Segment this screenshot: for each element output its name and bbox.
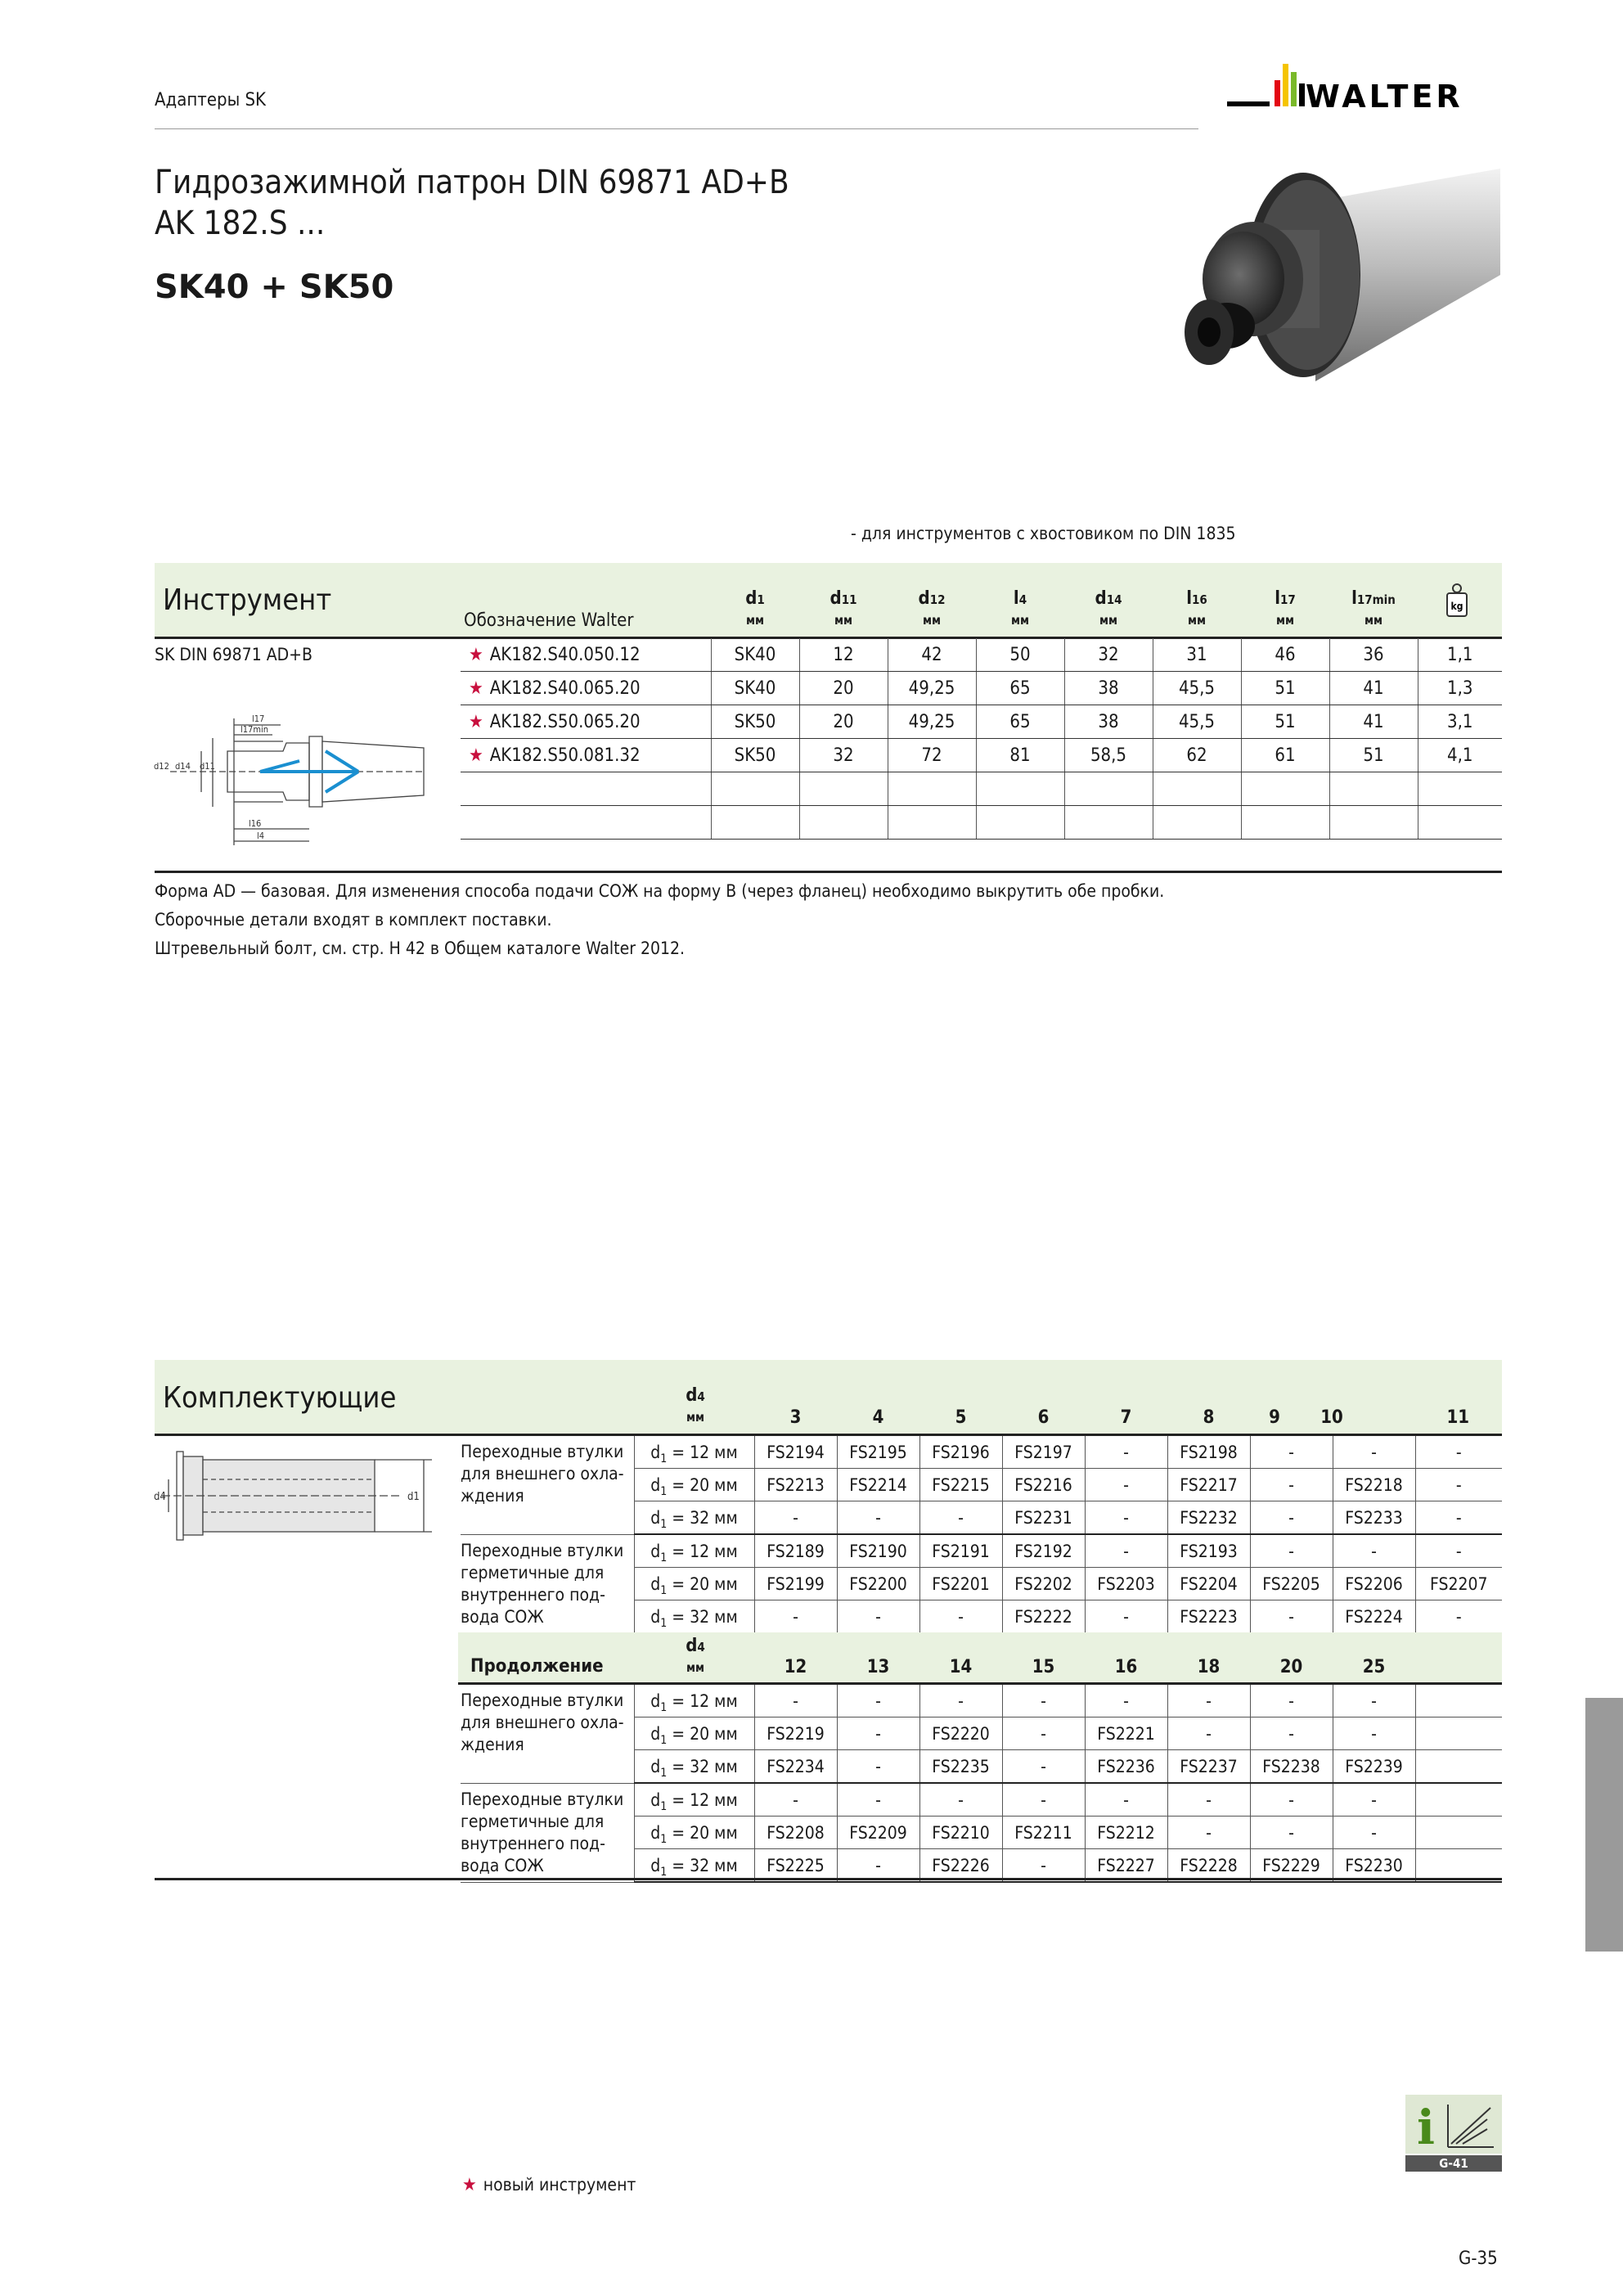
tool-table — [461, 638, 1502, 840]
table-row[interactable]: $d_1 = 32$ мм FS2234 - FS2235 - FS2236 FS2237 FS2238 FS2239 — [461, 1750, 1502, 1784]
weight-icon — [1445, 583, 1469, 619]
new-tool-star-icon: ★ — [462, 2175, 477, 2195]
tool-dimension-diagram — [154, 686, 434, 849]
section-label: Адаптеры SK — [155, 90, 267, 110]
svg-text:d4: d4 — [154, 1491, 166, 1503]
continuation-label: Продолжение — [470, 1656, 604, 1677]
group-label: Переходные втулки герметичные для внутреннего под-вода СОЖ — [461, 1534, 634, 1633]
col-d14: d14 мм — [1095, 588, 1122, 628]
new-tool-legend: ★ новый инструмент — [462, 2175, 636, 2195]
page-title — [155, 162, 789, 244]
size-header-row-2: 12 13 14 15 16 18 20 25 — [784, 1657, 1386, 1677]
tool-heading: Инструмент — [163, 583, 332, 617]
svg-text:d11: d11 — [200, 761, 215, 772]
size-header-row-1: 3 4 5 6 7 8 9 10 11 — [789, 1407, 1469, 1428]
info-reference-icon[interactable] — [1405, 2095, 1502, 2172]
col-l17min: l17min мм — [1351, 588, 1396, 628]
svg-text:l17min: l17min — [241, 724, 269, 735]
new-tool-star-icon: ★ — [469, 711, 483, 732]
svg-text:d14: d14 — [175, 761, 191, 772]
product-photo — [1176, 152, 1504, 414]
group-label: Переходные втулки для внешнего охла-ждения — [461, 1436, 634, 1534]
walter-designation-label: Обозначение Walter — [464, 610, 634, 631]
page-number: G-35 — [1459, 2249, 1498, 2269]
table-row[interactable]: $d_1 = 20$ мм FS2219 - FS2220 - FS2221 - - - — [461, 1717, 1502, 1750]
note-line: Форма AD — базовая. Для изменения способа подачи СОЖ на форму B (через фланец) необходимо выкрутить обе пробки. — [155, 881, 1165, 901]
title-line1: Гидрозажимной патрон DIN 69871 AD+B — [155, 164, 789, 201]
shank-note: - для инструментов с хвостовиком по DIN 1835 — [851, 524, 1236, 543]
table-row-empty — [461, 806, 1502, 840]
title-line2: AK 182.S ... — [155, 205, 326, 242]
tool-notes — [155, 877, 1164, 963]
table-row[interactable]: ★ AK182.S50.081.32 SK50 32 72 81 58,5 62 61 51 4,1 — [461, 739, 1502, 772]
tool-standard: SK DIN 69871 AD+B — [155, 645, 312, 664]
d4-header-2: d4 мм — [686, 1636, 705, 1675]
table-row-empty — [461, 772, 1502, 806]
note-line: Штревельный болт, см. стр. H 42 в Общем каталоге Walter 2012. — [155, 939, 686, 958]
table-row[interactable]: ★ AK182.S50.065.20 SK50 20 49,25 65 38 45,5 51 41 3,1 — [461, 705, 1502, 739]
col-l17: l17 мм — [1275, 588, 1296, 628]
svg-text:kg: kg — [1450, 601, 1463, 612]
table-row[interactable]: $d_1 = 32$ мм FS2225 - FS2226 - FS2227 FS2228 FS2229 FS2230 — [461, 1849, 1502, 1883]
new-tool-star-icon: ★ — [469, 678, 483, 699]
group-label: Переходные втулки герметичные для внутреннего под-вода СОЖ — [461, 1783, 634, 1882]
svg-text:l16: l16 — [249, 818, 262, 829]
svg-text:d12: d12 — [154, 761, 169, 772]
tool-table-bottom-rule — [155, 871, 1502, 873]
walter-logo-text: WALTER — [1306, 79, 1463, 115]
table-row[interactable]: Переходные втулки герметичные для внутреннего под-вода СОЖ $d_1 = 12$ мм - - - - - - - - — [461, 1783, 1502, 1817]
table-row[interactable]: $d_1 = 32$ мм - - - FS2231 - FS2232 - FS2233 - — [461, 1501, 1502, 1535]
new-tool-star-icon: ★ — [469, 745, 483, 766]
table-row[interactable]: Переходные втулки для внешнего охла-ждения $d_1 = 12$ мм - - - - - - - - — [461, 1685, 1502, 1717]
reference-page: G-41 — [1439, 2156, 1468, 2171]
new-tool-star-icon: ★ — [469, 644, 483, 665]
col-l16: l16 мм — [1186, 588, 1207, 628]
accessories-table-2 — [461, 1685, 1502, 1883]
table-row[interactable]: $d_1 = 20$ мм FS2208 FS2209 FS2210 FS2211 FS2212 - - - — [461, 1817, 1502, 1849]
table-row[interactable]: Переходные втулки герметичные для внутреннего под-вода СОЖ $d_1 = 12$ мм FS2189 FS2190 FS2191 FS2192 - FS2193 - - - — [461, 1534, 1502, 1568]
header-divider — [155, 128, 1198, 129]
col-d12: d12 мм — [918, 588, 946, 628]
d4-header: d4 мм — [686, 1385, 705, 1425]
svg-text:d1: d1 — [407, 1491, 420, 1503]
accessories-bottom-rule — [155, 1878, 1502, 1880]
svg-text:l4: l4 — [257, 831, 265, 841]
svg-text:l17: l17 — [252, 714, 265, 724]
col-d1: d1 мм — [745, 588, 765, 628]
accessories-table-1 — [461, 1436, 1502, 1633]
svg-text:i: i — [1417, 2100, 1436, 2155]
col-l4: l4 мм — [1010, 588, 1030, 628]
table-row[interactable]: $d_1 = 32$ мм - - - FS2222 - FS2223 - FS2224 - — [461, 1600, 1502, 1633]
sleeve-dimension-diagram — [154, 1447, 440, 1545]
table-row[interactable]: Переходные втулки для внешнего охла-ждения $d_1 = 12$ мм FS2194 FS2195 FS2196 FS2197 - FS2198 - - - — [461, 1436, 1502, 1469]
chapter-side-tab[interactable] — [1585, 1698, 1623, 1952]
table-row[interactable]: $d_1 = 20$ мм FS2213 FS2214 FS2215 FS2216 - FS2217 - FS2218 - — [461, 1469, 1502, 1501]
group-label: Переходные втулки для внешнего охла-ждения — [461, 1685, 634, 1783]
col-d11: d11 мм — [829, 588, 857, 628]
table-row[interactable]: ★ AK182.S40.050.12 SK40 12 42 50 32 31 46 36 1,1 — [461, 638, 1502, 672]
table-row[interactable]: ★ AK182.S40.065.20 SK40 20 49,25 65 38 45,5 51 41 1,3 — [461, 672, 1502, 705]
accessories-heading: Комплектующие — [163, 1381, 397, 1415]
title-sizes: SK40 + SK50 — [155, 268, 394, 306]
note-line: Сборочные детали входят в комплект поставки. — [155, 910, 552, 930]
table-row[interactable]: $d_1 = 20$ мм FS2199 FS2200 FS2201 FS2202 FS2203 FS2204 FS2205 FS2206 FS2207 — [461, 1568, 1502, 1600]
